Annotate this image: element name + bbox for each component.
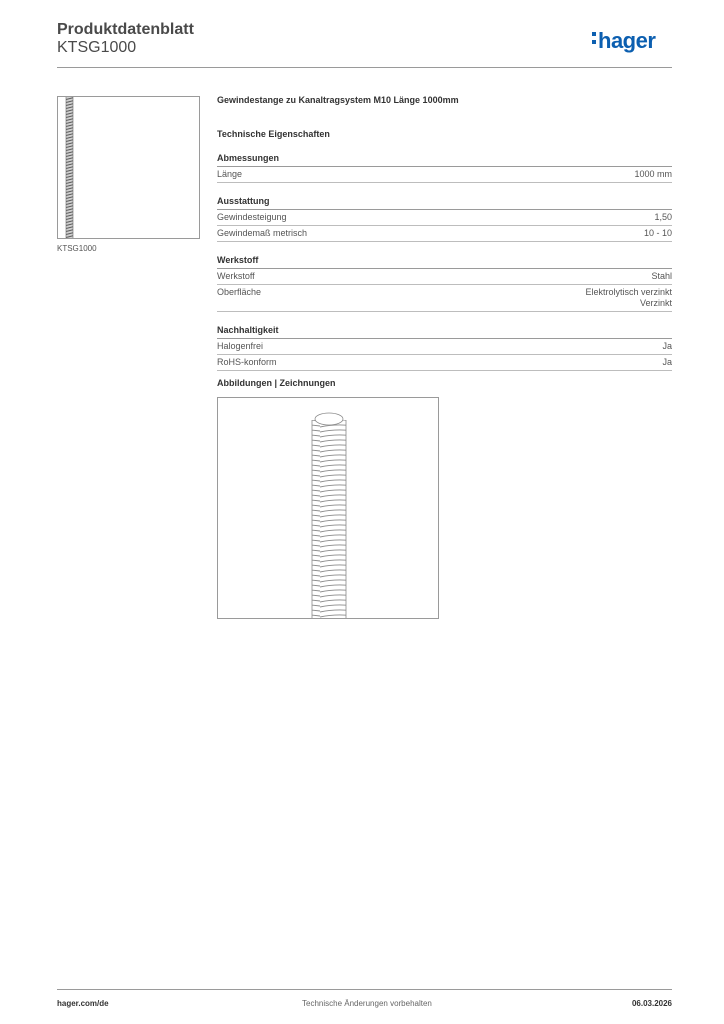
group-title: Werkstoff	[217, 255, 672, 269]
product-code: KTSG1000	[57, 39, 137, 56]
threaded-rod-drawing	[218, 398, 439, 619]
logo-text: hager	[598, 28, 656, 53]
property-value: Stahl	[651, 271, 672, 281]
group-title: Abmessungen	[217, 153, 672, 167]
property-row	[217, 269, 672, 285]
technical-properties-heading: Technische Eigenschaften	[217, 129, 330, 139]
property-label: Werkstoff	[217, 271, 255, 281]
product-description: Gewindestange zu Kanaltragsystem M10 Länge 1000mm	[217, 95, 459, 105]
group-title: Nachhaltigkeit	[217, 325, 672, 339]
property-row	[217, 339, 672, 355]
footer-website[interactable]: hager.com/de	[57, 999, 109, 1008]
group-dimensions	[217, 153, 672, 183]
property-row	[217, 210, 672, 226]
property-value: Ja	[662, 341, 672, 351]
group-material	[217, 255, 672, 312]
property-value-line: Verzinkt	[639, 298, 672, 308]
property-value	[585, 287, 672, 309]
group-title: Ausstattung	[217, 196, 672, 210]
property-value-line: Elektrolytisch verzinkt	[585, 287, 672, 297]
footer-divider	[57, 989, 672, 990]
footer-date: 06.03.2026	[631, 999, 672, 1008]
property-label: Gewindesteigung	[217, 212, 287, 222]
hager-logo	[592, 28, 655, 54]
property-label: Halogenfrei	[217, 341, 264, 351]
threaded-rod-image	[58, 97, 200, 239]
header-divider	[57, 67, 672, 68]
property-value: Ja	[662, 357, 672, 367]
property-row	[217, 355, 672, 371]
thumbnail-caption: KTSG1000	[57, 244, 97, 253]
property-label: Gewindemaß metrisch	[217, 228, 308, 238]
footer-notice: Technische Änderungen vorbehalten	[302, 999, 432, 1008]
product-details	[217, 95, 672, 371]
property-row	[217, 285, 672, 312]
figures-heading: Abbildungen | Zeichnungen	[217, 378, 336, 388]
product-drawing	[217, 397, 439, 619]
property-value: 1000 mm	[634, 169, 672, 179]
property-value: 1,50	[654, 212, 672, 222]
property-row	[217, 167, 672, 183]
property-value: 10 - 10	[643, 228, 672, 238]
product-thumbnail	[57, 96, 200, 239]
group-equipment	[217, 196, 672, 242]
page-title: Produktdatenblatt	[57, 21, 194, 38]
logo-mark-icon	[592, 32, 596, 48]
property-label: RoHS-konform	[217, 357, 277, 367]
property-label: Länge	[217, 169, 243, 179]
property-label: Oberfläche	[217, 287, 262, 297]
property-row	[217, 226, 672, 242]
group-sustainability	[217, 325, 672, 371]
